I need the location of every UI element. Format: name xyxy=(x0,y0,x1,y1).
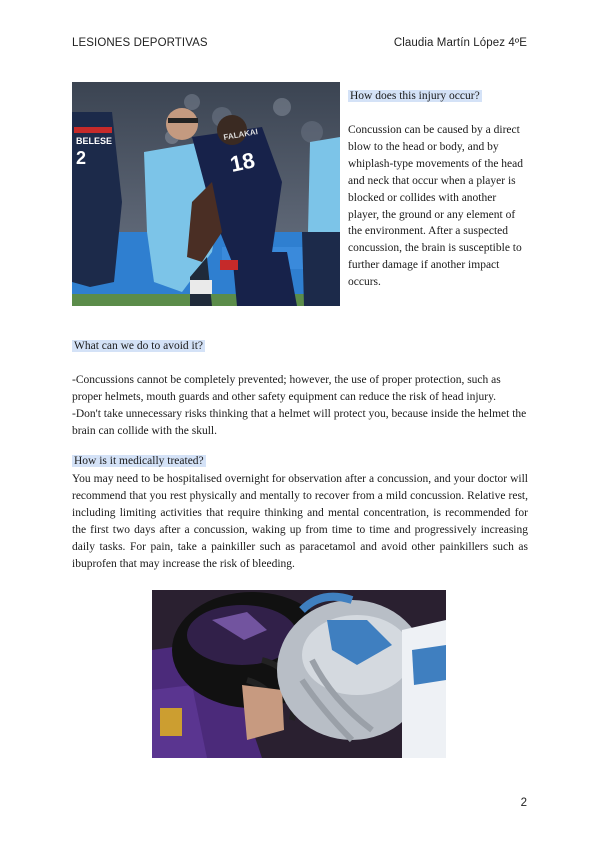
avoid-paragraph: -Don't take unnecessary risks thinking that a helmet will protect you, because inside the helmet the brain can collide with the skull. xyxy=(72,407,527,437)
document-header-title: LESIONES DEPORTIVAS xyxy=(72,37,208,49)
section-body-avoid xyxy=(72,372,528,440)
rugby-tackle-photo xyxy=(72,82,340,306)
tackler-jersey-number: 18 xyxy=(227,147,257,177)
left-player-jersey-number: 2 xyxy=(76,148,87,168)
document-header-author: Claudia Martín López 4ºE xyxy=(393,37,527,49)
tackler-jersey-name: FALAKAI xyxy=(222,127,259,142)
left-player-jersey-name: BELESE xyxy=(76,136,113,146)
section-heading-how-occur: How does this injury occur? xyxy=(350,90,480,102)
section-heading-avoid: What can we do to avoid it? xyxy=(74,340,204,352)
avoid-paragraph: -Concussions cannot be completely prevented; however, the use of proper protection, such as proper helmets, mouth guards and other safety equipment can reduce the risk of head injury. xyxy=(72,374,501,403)
section-body-treatment: You may need to be hospitalised overnight for observation after a concussion, and your doctor will recommend that you rest physically and mentally to recover from a mild concussion. Relative rest, including limiting activities that require thinking and mental concentration, is recommended for the first two days after a concussion, waking up from time to time and progressively increasing daily tasks. For pain, take a painkiller such as paracetamol and avoid other painkillers such as ibuprofen that may increase the risk of bleeding. xyxy=(72,473,528,570)
football-helmet-collision-photo xyxy=(152,590,446,758)
page-number: 2 xyxy=(520,797,527,809)
section-body-how-occur: Concussion can be caused by a direct blow to the head or body, and by whiplash-type movements of the head and neck that occur when a player is blocked or collides with another player, the ground or any element of the environment. After a suspected concussion, the brain is susceptible to further damage if another impact occurs. xyxy=(348,124,524,289)
section-heading-treatment: How is it medically treated? xyxy=(74,455,204,467)
